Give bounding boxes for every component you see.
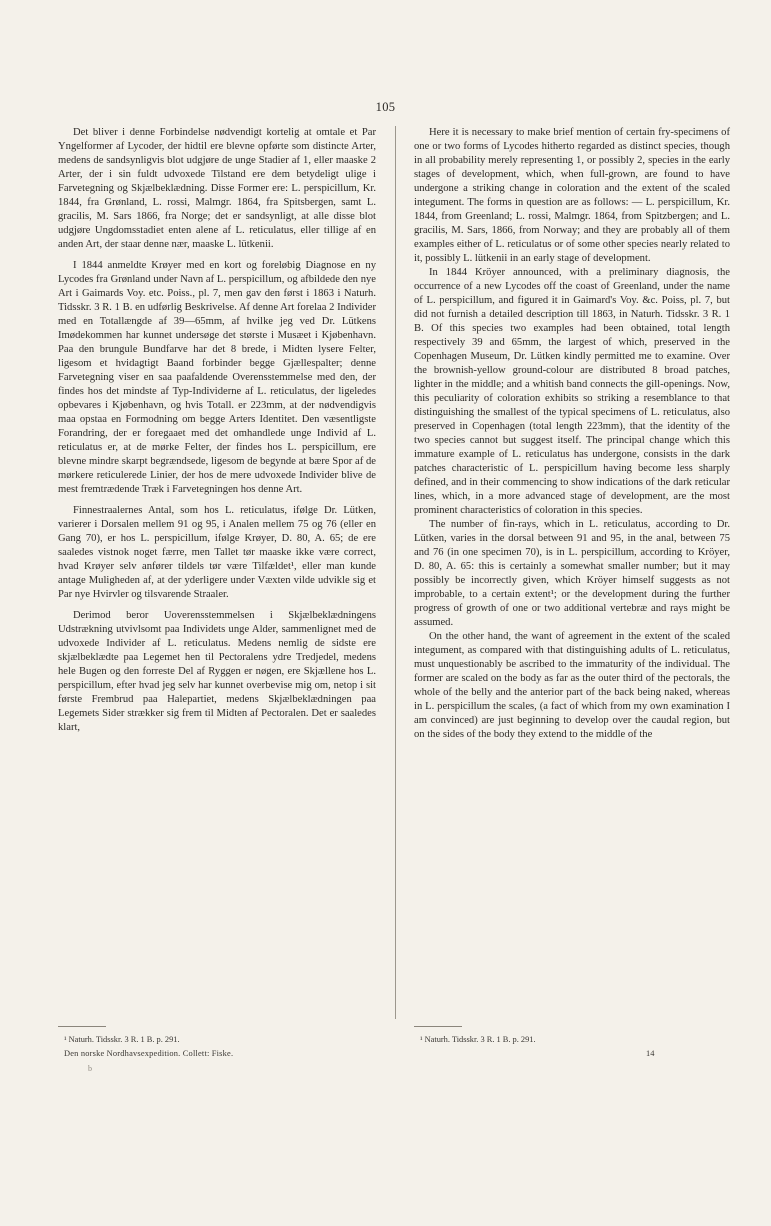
paragraph: Derimod beror Uoverensstemmelsen i Skjælbeklædningens Udstrækning utvivlsomt paa Individets unge Alder, sammenlignet med de udvoxede Individer af L. reticulatus. Medens nemlig de sidste ere skjælbeklædte paa Legemet hen til Pectoralens ydre Tredjedel, medens hele Bugen og den forreste Del af Ryggen er nøgen, ere Skjællene hos L. perspicillum, efter hvad jeg selv har kunnet overbevise mig om, netop i sit første Frembrud paa Halepartiet, medens Skjælbeklædningen paa Legemets Sider strækker sig frem til Midten af Pectoralen. Det er saaledes klart, (58, 610, 376, 733)
bottom-mark: b (88, 1064, 92, 1073)
footnote-rule (58, 1026, 106, 1027)
footnote-rule (414, 1026, 462, 1027)
norwegian-text-column (58, 126, 376, 735)
paragraph: In 1844 Kröyer announced, with a preliminary diagnosis, the occurrence of a new Lycodes off the coast of Greenland, under the name of L. perspicillum, and figured it in Gaimard's Voy. &c. Poiss, pl. 7, but did not furnish a detailed description till 1863, in Naturh. Tidsskr. 3 R. 1 B. Of this species two examples had been obtained, total length respectively 39 and 65mm, the largest of which, preserved in the Copenhagen Museum, Dr. Lütken kindly permitted me to examine. Over the brownish-yellow ground-colour are distributed 8 broad patches, lighter in the middle; and a whitish band connects the gill-openings. Now, this peculiarity of coloration exhibits so striking a resemblance to that distinguishing the smallest of the typical specimens of L. reticulatus, also preserved in Copenhagen (total length 223mm), that the identity of the two species cannot but suggest itself. The principal change which this immature example of L. reticulatus has undergone, consists in the dark patches characteristic of L. perspicillum having become less sharply defined, and in their commencing to show indications of the dark reticular lines, which, in a more advanced stage of development, are the most prominent characteristics of coloration in this species. (414, 267, 730, 516)
column-divider (395, 126, 396, 1019)
paragraph: Here it is necessary to make brief mention of certain fry-specimens of one or two forms of Lycodes hitherto regarded as distinct species, though in all probability merely representing 1, or possibly 2, species in the early stages of development, which, when full-grown, are found to have undergone a striking change in coloration and the extent of the scaled integument. The forms in question are as follows: — L. perspicillum, Kr. 1844, from Greenland; L. rossi, Malmgr. 1864, from Spitzbergen; and L. gracilis, M. Sars, 1866, from Norway; and they are probably all of them examples either of L. reticulatus or of some other species nearly related to it, possibly L. lütkenii in an early stage of development. (414, 127, 730, 264)
footnote: ¹ Naturh. Tidsskr. 3 R. 1 B. p. 291. (420, 1035, 536, 1044)
signature-mark: 14 (646, 1049, 655, 1058)
english-text-column (414, 126, 730, 742)
footnote: ¹ Naturh. Tidsskr. 3 R. 1 B. p. 291. (64, 1035, 180, 1044)
paragraph: I 1844 anmeldte Krøyer med en kort og foreløbig Diagnose en ny Lycodes fra Grønland under Navn af L. perspicillum, og afbildede den nye Art i Gaimards Voy. etc. Poiss., pl. 7, men gav den først i 1863 i Naturh. Tidsskr. 3 R. 1 B. en udførlig Beskrivelse. Af denne Art forelaa 2 Individer med en Totallængde af 39—65mm, af hvilke jeg ved Dr. Lütkens Imødekommen har kunnet undersøge det største i Musæet i Kjøbenhavn. Paa den brungule Bundfarve har det 8 brede, i Midten lysere Felter, ligesom et hvidagtigt Baand forbinder begge Gjællespalter; denne Farvetegning viser en saa paafaldende Overensstemmelse med den, der findes hos det mindste af Typ-Individerne af L. reticulatus, der ligeledes opbevares i Kjøbenhavn, og hvis Totall. er 223mm, at der nødvendigvis maa opstaa en Formodning om begge Arters Identitet. Den væsentligste Forandring, der er foregaaet med det omhandlede unge Individ af L. reticulatus er, at de mørke Felter, der findes hos L. perspicillum, ere blevne mindre skarpt begrændsede, ligesom de begynde at bære Spor af de mørkere reticulerede Linier, der hos de mere udvoxede Individer blive de mest fremtrædende Træk i Farvetegningen hos denne Art. (58, 260, 376, 495)
imprint-line: Den norske Nordhavsexpedition. Collett: Fiske. (64, 1049, 234, 1058)
paragraph: On the other hand, the want of agreement in the extent of the scaled integument, as compared with that distinguishing adults of L. reticulatus, must unquestionably be ascribed to the immaturity of the individual. The former are scaled on the body as far as the outer third of the pectorals, the whole of the belly and the anterior part of the back being naked, whereas in L. perspicillum the scales, (a fact of which from my own examination I am convinced) are just beginning to develop over the caudal region, but on the sides of the body they extend to the middle of the (414, 631, 730, 740)
paragraph: Det bliver i denne Forbindelse nødvendigt kortelig at omtale et Par Yngelformer af Lycoder, der hidtil ere blevne opførte som distincte Arter, medens de sandsynligvis blot udgjøre de unge Stadier af 1, eller maaske 2 Arter, der i sin fuldt udvoxede Tilstand ere dem betydeligt ulige i Farvetegning og Skjælbeklædning. Disse Former ere: L. perspicillum, Kr. 1844, fra Grønland, L. rossi, Malmgr. 1864, fra Spitsbergen, samt L. gracilis, M. Sars 1866, fra Norge; det er sandsynligt, at alle disse blot udgjøre Ungdomsstadiet enten alene af L. reticulatus, eller tillige af en anden Art, der staar denne nær, maaske L. lütkenii. (58, 127, 376, 250)
page-number: 105 (375, 100, 396, 114)
paragraph: The number of fin-rays, which in L. reticulatus, according to Dr. Lütken, varies in the dorsal between 91 and 95, in the anal, between 75 and 76 (in one specimen 70), is in L. perspicillum, according to Kröyer, D. 80, A. 65: this is certainly a somewhat smaller number; but it may possibly be incorrectly given, which Kröyer himself suggests as not improbable, to a certain extent¹; or the development during the further progress of growth of one or two additional vertebræ and rays might be assumed. (414, 519, 730, 628)
paragraph: Finnestraalernes Antal, som hos L. reticulatus, ifølge Dr. Lütken, varierer i Dorsalen mellem 91 og 95, i Analen mellem 75 og 76 (eller en Gang 70), er hos L. perspicillum, ifølge Krøyer, D. 80, A. 65; de ere saaledes vistnok noget færre, men Tallet tør maaske ikke være correct, hvad Krøyer selv anfører tildels tør være Tilfældet¹, eller man kunde antage Muligheden af, at der yderligere under Væxten vilde udvikle sig et Par nye Hvirvler og tilsvarende Straaler. (58, 505, 376, 600)
